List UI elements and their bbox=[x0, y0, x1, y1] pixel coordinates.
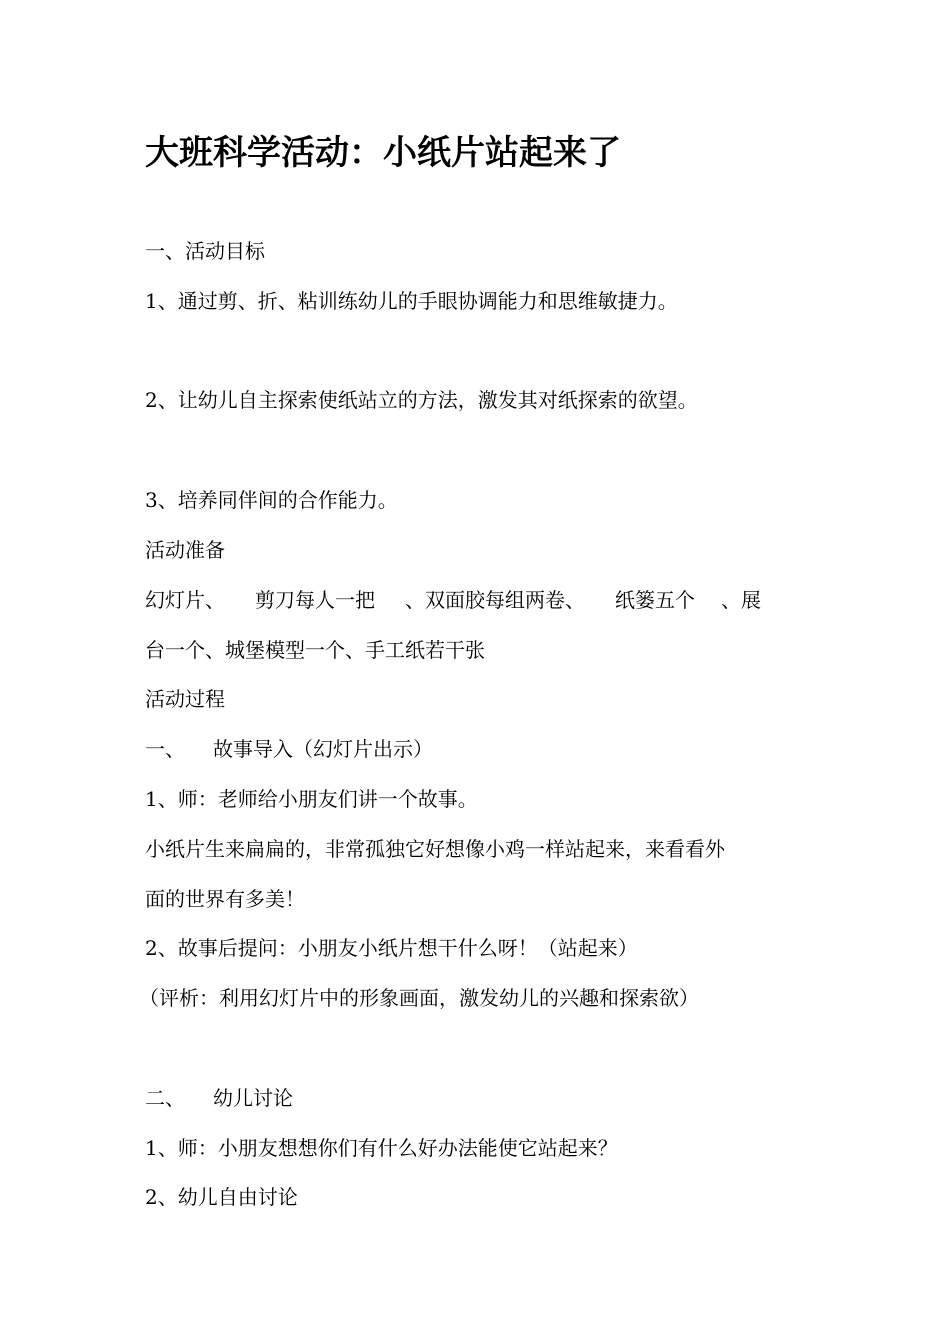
goal-item-2: 2、让幼儿自主探索使纸站立的方法，激发其对纸探索的欲望。 bbox=[145, 388, 698, 412]
goal-item-1: 1、通过剪、折、粘训练幼儿的手眼协调能力和思维敏捷力。 bbox=[145, 289, 678, 313]
heading-activity-process: 活动过程 bbox=[145, 687, 225, 711]
materials-line bbox=[145, 586, 761, 614]
section-2-number: 二、 bbox=[145, 1086, 185, 1110]
section-2-heading bbox=[145, 1084, 293, 1112]
materials-part-1: 幻灯片、 bbox=[145, 588, 225, 612]
story-text-line-2: 面的世界有多美！ bbox=[145, 887, 305, 911]
materials-part-3: 、双面胶每组两卷、 bbox=[405, 588, 585, 612]
document-title: 大班科学活动：小纸片站起来了 bbox=[145, 133, 621, 173]
story-item-2: 2、故事后提问：小朋友小纸片想干什么呀！（站起来） bbox=[145, 936, 638, 960]
story-text-line-1: 小纸片生来扁扁的，非常孤独它好想像小鸡一样站起来，来看看外 bbox=[145, 837, 725, 861]
story-comment: （评析：利用幻灯片中的形象画面，激发幼儿的兴趣和探索欲） bbox=[139, 986, 699, 1010]
materials-part-5: 、展 bbox=[721, 588, 761, 612]
section-1-heading bbox=[145, 735, 433, 763]
goal-item-3: 3、培养同伴间的合作能力。 bbox=[145, 488, 398, 512]
discussion-item-2: 2、幼儿自由讨论 bbox=[145, 1185, 298, 1209]
materials-line-continued: 台一个、城堡模型一个、手工纸若干张 bbox=[145, 638, 485, 662]
materials-part-4: 纸篓五个 bbox=[615, 588, 695, 612]
discussion-item-1: 1、师：小朋友想想你们有什么好办法能使它站起来？ bbox=[145, 1136, 618, 1160]
section-2-text: 幼儿讨论 bbox=[213, 1086, 293, 1110]
materials-part-2: 剪刀每人一把 bbox=[255, 588, 375, 612]
heading-activity-preparation: 活动准备 bbox=[145, 538, 225, 562]
section-1-number: 一、 bbox=[145, 737, 185, 761]
story-item-1: 1、师：老师给小朋友们讲一个故事。 bbox=[145, 787, 478, 811]
heading-activity-goals: 一、活动目标 bbox=[145, 239, 265, 263]
section-1-text: 故事导入（幻灯片出示） bbox=[213, 737, 433, 761]
